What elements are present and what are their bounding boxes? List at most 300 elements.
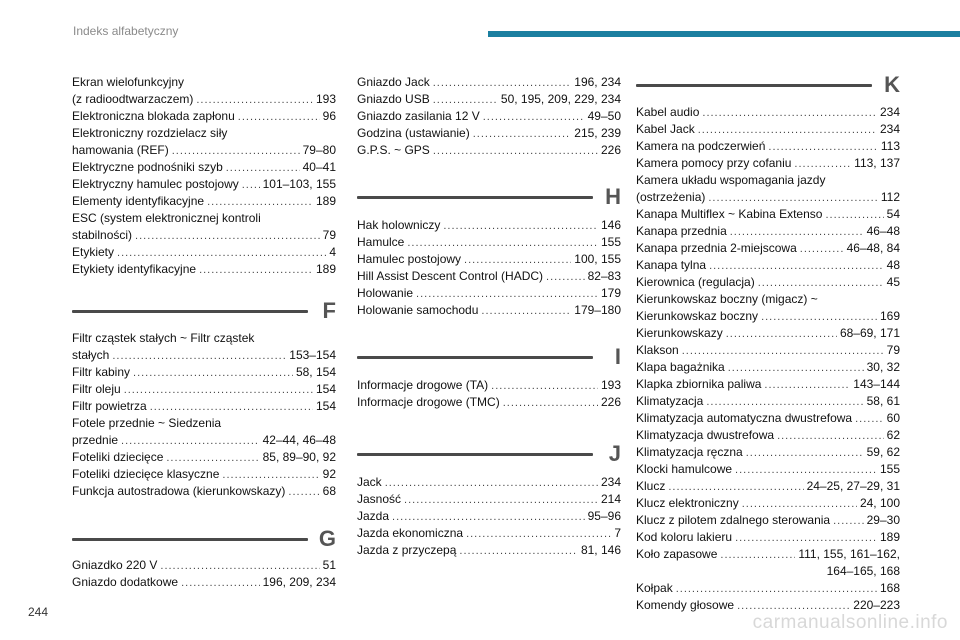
entry-text: Holowanie samochodu — [357, 303, 479, 317]
entry-text: Kierunkowskaz boczny — [636, 309, 759, 323]
page-reference[interactable]: 49–50 — [587, 109, 621, 123]
entry-text: Foteliki dziecięce — [72, 450, 164, 464]
page-reference[interactable]: 155 — [600, 235, 621, 249]
page-reference[interactable]: 30, 32 — [866, 360, 900, 374]
index-entry[interactable] — [636, 512, 900, 529]
entry-text: Elementy identyfikacyjne — [72, 194, 205, 208]
index-entry[interactable] — [357, 251, 621, 268]
page-reference[interactable]: 58, 61 — [866, 394, 900, 408]
entry-row — [72, 261, 336, 278]
entry-row — [636, 240, 900, 257]
dot-leader — [706, 394, 863, 411]
entry-text: Filtr cząstek stałych ~ Filtr cząstek — [72, 331, 255, 345]
dot-leader — [404, 492, 598, 509]
index-entry[interactable] — [357, 108, 621, 125]
dot-leader — [433, 92, 498, 109]
dot-leader — [742, 496, 857, 513]
entry-row — [636, 359, 900, 376]
page-reference[interactable]: 29–30 — [866, 513, 900, 527]
index-entry[interactable] — [72, 466, 336, 483]
page-reference[interactable]: 168 — [879, 581, 900, 595]
page-reference[interactable]: 220–223 — [853, 598, 900, 612]
dot-leader — [124, 382, 313, 399]
entry-text: Hak holowniczy — [357, 218, 441, 232]
index-entry[interactable] — [357, 525, 621, 542]
index-entry[interactable] — [72, 244, 336, 261]
section-letter: G — [318, 526, 336, 551]
page-reference[interactable]: 215, 239 — [574, 126, 621, 140]
index-entry[interactable] — [636, 257, 900, 274]
entry-text: Kamera układu wspomagania jazdy — [636, 173, 826, 187]
entry-row — [357, 491, 621, 508]
index-entry[interactable] — [636, 138, 900, 155]
entry-row — [72, 176, 336, 193]
index-entry[interactable] — [636, 155, 900, 172]
index-entry[interactable] — [636, 410, 900, 427]
index-entry[interactable] — [72, 108, 336, 125]
dot-leader — [150, 399, 313, 416]
entry-row — [636, 155, 900, 172]
page-reference[interactable]: 79 — [322, 228, 336, 242]
page-reference[interactable]: 193 — [600, 378, 621, 392]
entry-text: Jazda ekonomiczna — [357, 526, 464, 540]
page-reference[interactable]: 101–103, 155 — [262, 177, 336, 191]
dot-leader — [676, 581, 877, 598]
page-reference[interactable]: 59, 62 — [866, 445, 900, 459]
entry-text: ESC (system elektronicznej kontroli — [72, 211, 261, 225]
entry-row — [72, 398, 336, 415]
entry-row — [72, 347, 336, 364]
page-reference[interactable]: 60 — [886, 411, 900, 425]
dot-leader — [682, 343, 884, 360]
page-reference[interactable]: 214 — [600, 492, 621, 506]
entry-text: Etykiety identyfikacyjne — [72, 262, 197, 276]
index-entry[interactable] — [72, 557, 336, 574]
entry-text: Kamera na podczerwień — [636, 139, 766, 153]
header-accent-bar — [488, 31, 960, 37]
entry-text: Klapa bagażnika — [636, 360, 725, 374]
entry-row — [72, 466, 336, 483]
index-entry[interactable] — [357, 91, 621, 108]
dot-leader — [698, 122, 877, 139]
entry-text: Kanapa przednia — [636, 224, 727, 238]
entry-row — [72, 91, 336, 108]
page-reference[interactable]: 24, 100 — [859, 496, 900, 510]
dot-leader — [735, 530, 877, 547]
dot-leader — [735, 462, 877, 479]
page-reference[interactable]: 155 — [879, 462, 900, 476]
page-reference[interactable]: 48 — [886, 258, 900, 272]
entry-text: Jasność — [357, 492, 402, 506]
entry-text: Kanapa Multiflex ~ Kabina Extenso — [636, 207, 823, 221]
page-reference[interactable]: 234 — [600, 475, 621, 489]
index-entry[interactable] — [636, 121, 900, 138]
index-entry[interactable] — [636, 393, 900, 410]
page-reference[interactable]: 112 — [880, 190, 900, 204]
entry-text: Klucz z pilotem zdalnego sterowania — [636, 513, 831, 527]
page-reference[interactable]: 189 — [315, 262, 336, 276]
index-entry[interactable] — [636, 291, 900, 325]
page-reference[interactable]: 113 — [880, 139, 900, 153]
index-entry[interactable] — [636, 461, 900, 478]
entry-row — [636, 495, 900, 512]
entry-row — [72, 483, 336, 500]
dot-leader — [433, 75, 572, 92]
entry-text: Ekran wielofunkcyjny — [72, 75, 185, 89]
dot-leader — [833, 513, 864, 530]
entry-row — [357, 474, 621, 491]
index-entry[interactable] — [72, 574, 336, 591]
entry-text: Foteliki dziecięce klasyczne — [72, 467, 220, 481]
entry-text: Kierownica (regulacja) — [636, 275, 755, 289]
page-reference[interactable]: 82–83 — [587, 269, 621, 283]
dot-leader — [794, 156, 851, 173]
page-reference[interactable]: 146 — [600, 218, 621, 232]
dot-leader — [433, 143, 598, 160]
dot-leader — [117, 245, 326, 262]
entry-row — [72, 432, 336, 449]
page-reference[interactable]: 196, 234 — [574, 75, 621, 89]
entry-text: Elektryczny hamulec postojowy — [72, 177, 239, 191]
entry-row — [357, 251, 621, 268]
page-reference[interactable]: 95–96 — [587, 509, 621, 523]
index-entry[interactable] — [636, 495, 900, 512]
page-reference[interactable]: 46–48 — [866, 224, 900, 238]
index-entry[interactable] — [72, 483, 336, 500]
entry-text: Godzina (ustawianie) — [357, 126, 470, 140]
entry-row — [636, 325, 900, 342]
entry-row — [357, 525, 621, 542]
page-reference[interactable]: 189 — [879, 530, 900, 544]
entry-row — [636, 546, 900, 563]
page-reference[interactable]: 196, 209, 234 — [262, 575, 336, 589]
dot-leader — [288, 484, 319, 501]
section-divider-h — [357, 184, 621, 212]
entry-row — [357, 302, 621, 319]
dot-leader — [668, 479, 803, 496]
entry-text: Elektroniczna blokada zapłonu — [72, 109, 235, 123]
page-reference[interactable]: 189 — [315, 194, 336, 208]
index-entry[interactable] — [72, 330, 336, 364]
index-entry[interactable] — [72, 193, 336, 210]
dot-leader — [392, 509, 585, 526]
entry-text: Informacje drogowe (TMC) — [357, 395, 500, 409]
page-reference[interactable]: 143–144 — [853, 377, 900, 391]
index-entry[interactable] — [636, 325, 900, 342]
entry-row — [72, 364, 336, 381]
index-entry[interactable] — [357, 302, 621, 319]
entry-row — [72, 159, 336, 176]
entry-text: Klimatyzacja automatyczna dwustrefowa — [636, 411, 853, 425]
entry-text: Etykiety — [72, 245, 115, 259]
page-reference[interactable]: 50, 195, 209, 229, 234 — [500, 92, 621, 106]
index-entry[interactable] — [636, 104, 900, 121]
dot-leader — [459, 543, 578, 560]
dot-leader — [222, 467, 319, 484]
index-entry[interactable] — [72, 125, 336, 159]
entry-text: przednie — [72, 433, 119, 447]
page-reference[interactable]: 234 — [879, 105, 900, 119]
dot-leader — [226, 160, 300, 177]
dot-leader — [726, 326, 837, 343]
page-reference[interactable]: 40–41 — [302, 160, 336, 174]
dot-leader — [503, 395, 598, 412]
page-reference[interactable]: 154 — [315, 399, 336, 413]
entry-text: stabilności) — [72, 228, 133, 242]
entry-row — [72, 449, 336, 466]
page-reference[interactable]: 164–165, 168 — [826, 564, 900, 578]
page-reference[interactable]: 4 — [329, 245, 336, 259]
entry-row — [357, 91, 621, 108]
dot-leader — [466, 526, 611, 543]
entry-text: Klimatyzacja ręczna — [636, 445, 743, 459]
index-entry[interactable] — [636, 359, 900, 376]
entry-text: Elektroniczny rozdzielacz siły — [72, 126, 228, 140]
index-entry[interactable] — [636, 342, 900, 359]
entry-row — [72, 574, 336, 591]
entry-text: Gniazdko 220 V — [72, 558, 158, 572]
page-reference[interactable]: 153–154 — [289, 348, 336, 362]
index-entry[interactable] — [72, 449, 336, 466]
page-reference[interactable]: 51 — [322, 558, 336, 572]
entry-text: Informacje drogowe (TA) — [357, 378, 489, 392]
page-reference[interactable]: 7 — [614, 526, 621, 540]
index-entry[interactable] — [636, 546, 900, 580]
page-reference[interactable]: 111, 155, 161–162, — [798, 547, 900, 561]
page-reference[interactable]: 226 — [600, 395, 621, 409]
page-reference[interactable]: 58, 154 — [295, 365, 336, 379]
dot-leader — [800, 241, 844, 258]
section-divider-k — [636, 72, 900, 100]
entry-text: Koło zapasowe — [636, 547, 718, 561]
page-reference[interactable]: 46–48, 84 — [846, 241, 900, 255]
entry-row — [636, 274, 900, 291]
dot-leader — [758, 275, 884, 292]
page-reference[interactable]: 45 — [886, 275, 900, 289]
entry-text: Komendy głosowe — [636, 598, 735, 612]
index-entry[interactable] — [636, 223, 900, 240]
entry-row — [357, 234, 621, 251]
index-entry[interactable] — [357, 542, 621, 559]
index-entry[interactable] — [636, 240, 900, 257]
entry-text: Kabel audio — [636, 105, 700, 119]
index-entry[interactable] — [72, 159, 336, 176]
entry-row — [72, 557, 336, 574]
dot-leader — [546, 269, 585, 286]
entry-row — [636, 427, 900, 444]
index-entry[interactable] — [357, 217, 621, 234]
dot-leader — [172, 143, 300, 160]
index-entry[interactable] — [357, 268, 621, 285]
entry-row — [357, 542, 621, 559]
page-reference[interactable]: 68–69, 171 — [839, 326, 900, 340]
entry-row — [636, 444, 900, 461]
index-entry[interactable] — [72, 364, 336, 381]
dot-leader — [242, 177, 260, 194]
entry-text: hamowania (REF) — [72, 143, 169, 157]
entry-row — [636, 223, 900, 240]
entry-row — [72, 108, 336, 125]
entry-text: Kamera pomocy przy cofaniu — [636, 156, 792, 170]
dot-leader — [761, 309, 877, 326]
entry-row — [636, 410, 900, 427]
dot-leader — [407, 235, 598, 252]
entry-text: Fotele przednie ~ Siedzenia — [72, 416, 222, 430]
section-letter: I — [614, 344, 621, 369]
index-entry[interactable] — [636, 529, 900, 546]
entry-row — [357, 142, 621, 159]
page-reference[interactable]: 68 — [322, 484, 336, 498]
entry-row — [72, 227, 336, 244]
page-reference[interactable]: 79–80 — [302, 143, 336, 157]
index-entry[interactable] — [636, 206, 900, 223]
page-reference[interactable]: 24–25, 27–29, 31 — [806, 479, 900, 493]
entry-text: (z radioodtwarzaczem) — [72, 92, 194, 106]
page-reference[interactable]: 113, 137 — [854, 156, 900, 170]
entry-text: Klucz — [636, 479, 666, 493]
page-reference[interactable]: 92 — [322, 467, 336, 481]
dot-leader — [121, 433, 260, 450]
dot-leader — [491, 378, 598, 395]
index-entry[interactable] — [636, 580, 900, 597]
index-entry[interactable] — [636, 172, 900, 206]
index-entry[interactable] — [72, 210, 336, 244]
index-entry[interactable] — [357, 491, 621, 508]
index-entry[interactable] — [636, 444, 900, 461]
index-entry[interactable] — [636, 427, 900, 444]
page-reference[interactable]: 96 — [322, 109, 336, 123]
index-entry[interactable] — [72, 176, 336, 193]
entry-row — [636, 512, 900, 529]
entry-text: Kabel Jack — [636, 122, 695, 136]
entry-text: Klocki hamulcowe — [636, 462, 733, 476]
page-number: 244 — [28, 605, 49, 619]
page-reference[interactable]: 81, 146 — [580, 543, 621, 557]
page-reference[interactable]: 226 — [600, 143, 621, 157]
entry-text: Jazda — [357, 509, 390, 523]
section-divider-g — [72, 526, 336, 554]
index-entry[interactable] — [72, 398, 336, 415]
entry-row — [636, 206, 900, 223]
entry-text: Kanapa przednia 2-miejscowa — [636, 241, 797, 255]
page-reference[interactable]: 54 — [886, 207, 900, 221]
page-reference[interactable]: 79 — [886, 343, 900, 357]
page-reference[interactable]: 193 — [315, 92, 336, 106]
index-entry[interactable] — [357, 377, 621, 394]
entry-text: (ostrzeżenia) — [636, 190, 706, 204]
index-entry[interactable] — [72, 381, 336, 398]
entry-continuation — [636, 563, 900, 580]
page-reference[interactable]: 154 — [315, 382, 336, 396]
index-entry[interactable] — [357, 285, 621, 302]
entry-row — [636, 189, 900, 206]
dot-leader — [199, 262, 313, 279]
dot-leader — [708, 190, 878, 207]
index-entry[interactable] — [636, 274, 900, 291]
entry-row — [357, 377, 621, 394]
entry-text: Holowanie — [357, 286, 414, 300]
page-reference[interactable]: 100, 155 — [574, 252, 621, 266]
index-entry[interactable] — [357, 74, 621, 91]
dot-leader — [112, 348, 286, 365]
section-rule — [357, 356, 593, 359]
dot-leader — [473, 126, 572, 143]
section-divider-f — [72, 298, 336, 326]
entry-text: Klakson — [636, 343, 679, 357]
entry-row — [636, 104, 900, 121]
page-reference[interactable]: 234 — [879, 122, 900, 136]
entry-text: Funkcja autostradowa (kierunkowskazy) — [72, 484, 286, 498]
index-entry[interactable] — [72, 261, 336, 278]
page-reference[interactable]: 169 — [879, 309, 900, 323]
entry-row — [636, 529, 900, 546]
section-rule — [636, 84, 872, 87]
index-entry[interactable] — [357, 234, 621, 251]
page-reference[interactable]: 62 — [886, 428, 900, 442]
index-entry[interactable] — [72, 415, 336, 449]
entry-row — [72, 193, 336, 210]
dot-leader — [464, 252, 571, 269]
entry-text: Klimatyzacja — [636, 394, 704, 408]
index-entry[interactable] — [72, 74, 336, 108]
entry-text: Filtr oleju — [72, 382, 121, 396]
dot-leader — [160, 558, 319, 575]
entry-text: Klucz elektroniczny — [636, 496, 739, 510]
entry-text: Kod koloru lakieru — [636, 530, 733, 544]
entry-text: Jack — [357, 475, 382, 489]
dot-leader — [196, 92, 313, 109]
index-entry[interactable] — [636, 478, 900, 495]
entry-row — [72, 244, 336, 261]
dot-leader — [768, 139, 877, 156]
dot-leader — [855, 411, 884, 428]
dot-leader — [181, 575, 260, 592]
page-reference[interactable]: 179–180 — [574, 303, 621, 317]
dot-leader — [385, 475, 598, 492]
dot-leader — [764, 377, 850, 394]
entry-row — [636, 257, 900, 274]
index-entry[interactable] — [636, 376, 900, 393]
index-entry[interactable] — [357, 508, 621, 525]
entry-text: Gniazdo zasilania 12 V — [357, 109, 480, 123]
entry-row — [636, 121, 900, 138]
entry-row — [636, 138, 900, 155]
index-entry[interactable] — [357, 474, 621, 491]
entry-text: G.P.S. ~ GPS — [357, 143, 430, 157]
entry-text: Jazda z przyczepą — [357, 543, 457, 557]
entry-text: Kołpak — [636, 581, 673, 595]
entry-row — [636, 342, 900, 359]
dot-leader — [720, 547, 795, 564]
dot-leader — [709, 258, 884, 275]
index-entry[interactable] — [357, 142, 621, 159]
entry-row — [636, 308, 900, 325]
dot-leader — [443, 218, 598, 235]
entry-row — [72, 381, 336, 398]
page-reference[interactable]: 179 — [600, 286, 621, 300]
dot-leader — [481, 303, 571, 320]
dot-leader — [728, 360, 864, 377]
section-letter: F — [322, 298, 336, 323]
index-entry[interactable] — [357, 394, 621, 411]
section-rule — [357, 196, 593, 199]
entry-row — [357, 108, 621, 125]
entry-text: Klimatyzacja dwustrefowa — [636, 428, 775, 442]
page-reference[interactable]: 85, 89–90, 92 — [262, 450, 336, 464]
page-reference[interactable]: 42–44, 46–48 — [262, 433, 336, 447]
index-entry[interactable] — [357, 125, 621, 142]
dot-leader — [166, 450, 259, 467]
